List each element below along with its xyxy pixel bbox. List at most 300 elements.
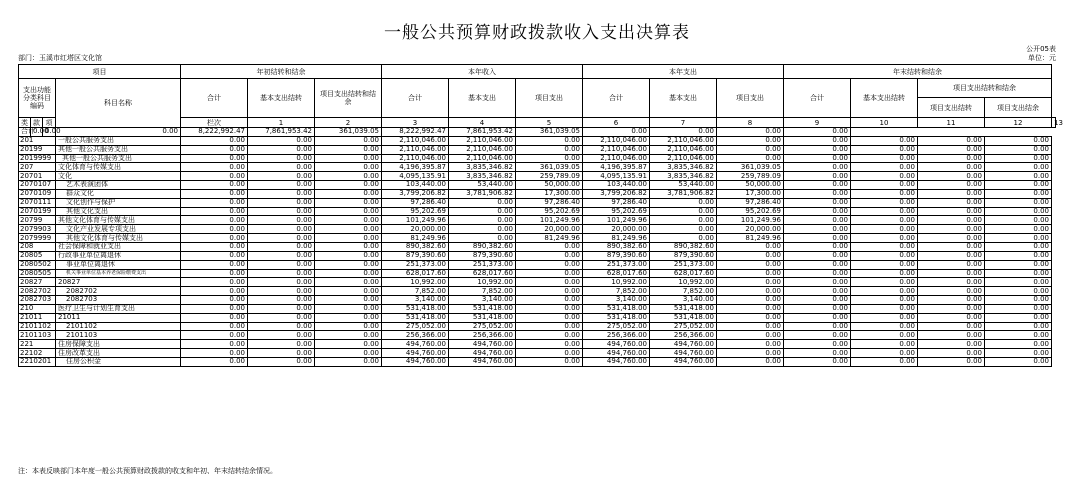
amount-cell: 0.00 bbox=[784, 154, 851, 163]
col-number: 5 bbox=[516, 118, 583, 128]
amount-cell: 0.00 bbox=[918, 287, 985, 296]
table-row bbox=[19, 207, 1056, 216]
amount-cell: 0.00 bbox=[985, 154, 1052, 163]
header-current-income: 本年收入 bbox=[382, 65, 583, 79]
table-row bbox=[19, 136, 1056, 145]
amount-cell: 256,366.00 bbox=[449, 331, 516, 340]
amount-cell: 0.00 bbox=[717, 322, 784, 331]
subject-code: 2101103 bbox=[19, 331, 56, 340]
header-xiang: 项 bbox=[43, 118, 56, 128]
amount-cell: 0.00 bbox=[31, 128, 43, 137]
amount-cell: 0.00 bbox=[181, 207, 248, 216]
amount-cell: 4,196,395.87 bbox=[583, 163, 650, 172]
amount-cell: 0.00 bbox=[985, 136, 1052, 145]
amount-cell: 0.00 bbox=[315, 181, 382, 190]
amount-cell: 879,390.60 bbox=[449, 251, 516, 260]
amount-cell: 0.00 bbox=[449, 216, 516, 225]
amount-cell: 0.00 bbox=[516, 251, 583, 260]
subject-code: 20701 bbox=[19, 172, 56, 181]
amount-cell: 0.00 bbox=[516, 136, 583, 145]
col-number: 12 bbox=[985, 118, 1052, 128]
header-closing-project-sub: 项目支出结转和结余 bbox=[918, 79, 1052, 98]
amount-cell: 494,760.00 bbox=[449, 349, 516, 358]
amount-cell: 4,095,135.91 bbox=[382, 172, 449, 181]
amount-cell: 0.00 bbox=[985, 287, 1052, 296]
amount-cell: 0.00 bbox=[784, 128, 851, 137]
amount-cell: 0.00 bbox=[851, 269, 918, 278]
amount-cell: 0.00 bbox=[181, 154, 248, 163]
amount-cell: 0.00 bbox=[181, 322, 248, 331]
amount-cell: 0.00 bbox=[717, 251, 784, 260]
amount-cell: 0.00 bbox=[650, 225, 717, 234]
subject-name: 一般公共服务支出 bbox=[56, 136, 181, 145]
amount-cell: 0.00 bbox=[248, 181, 315, 190]
amount-cell: 0.00 bbox=[181, 340, 248, 349]
amount-cell: 0.00 bbox=[516, 296, 583, 305]
amount-cell: 0.00 bbox=[918, 189, 985, 198]
subject-code: 2079903 bbox=[19, 225, 56, 234]
amount-cell: 0.00 bbox=[918, 269, 985, 278]
amount-cell: 628,017.60 bbox=[650, 269, 717, 278]
amount-cell: 0.00 bbox=[248, 154, 315, 163]
budget-table bbox=[18, 64, 1063, 367]
amount-cell: 0.00 bbox=[851, 349, 918, 358]
amount-cell: 2,110,046.00 bbox=[583, 136, 650, 145]
table-row bbox=[19, 154, 1056, 163]
subject-code: 2019999 bbox=[19, 154, 56, 163]
amount-cell: 0.00 bbox=[717, 357, 784, 366]
amount-cell: 0.00 bbox=[784, 136, 851, 145]
amount-cell: 275,052.00 bbox=[449, 322, 516, 331]
amount-cell: 0.00 bbox=[315, 198, 382, 207]
amount-cell: 0.00 bbox=[918, 331, 985, 340]
amount-cell: 0.00 bbox=[181, 216, 248, 225]
table-row bbox=[19, 269, 1056, 278]
amount-cell: 0.00 bbox=[516, 322, 583, 331]
amount-cell: 0.00 bbox=[248, 145, 315, 154]
amount-cell: 10,992.00 bbox=[583, 278, 650, 287]
amount-cell: 0.00 bbox=[717, 269, 784, 278]
amount-cell: 0.00 bbox=[650, 234, 717, 243]
table-code: 公开05表 bbox=[1026, 45, 1056, 53]
total-row bbox=[19, 128, 1056, 137]
amount-cell: 0.00 bbox=[851, 181, 918, 190]
amount-cell: 0.00 bbox=[516, 278, 583, 287]
amount-cell: 3,799,206.82 bbox=[382, 189, 449, 198]
amount-cell: 10,992.00 bbox=[449, 278, 516, 287]
amount-cell: 2,110,046.00 bbox=[449, 154, 516, 163]
amount-cell: 0.00 bbox=[516, 154, 583, 163]
amount-cell: 0.00 bbox=[985, 251, 1052, 260]
amount-cell: 0.00 bbox=[315, 136, 382, 145]
col-number: 4 bbox=[449, 118, 516, 128]
amount-cell: 0.00 bbox=[784, 304, 851, 313]
amount-cell: 0.00 bbox=[650, 216, 717, 225]
amount-cell: 0.00 bbox=[918, 242, 985, 251]
header-kuan: 款 bbox=[31, 118, 43, 128]
amount-cell: 0.00 bbox=[248, 207, 315, 216]
header-item: 项目 bbox=[19, 65, 181, 79]
subject-code: 221 bbox=[19, 340, 56, 349]
amount-cell: 0.00 bbox=[851, 207, 918, 216]
subject-name: 住房保障支出 bbox=[56, 340, 181, 349]
amount-cell: 531,418.00 bbox=[583, 313, 650, 322]
amount-cell: 0.00 bbox=[248, 251, 315, 260]
amount-cell: 0.00 bbox=[918, 181, 985, 190]
table-row bbox=[19, 304, 1056, 313]
amount-cell: 7,861,953.42 bbox=[248, 128, 315, 137]
amount-cell: 7,852.00 bbox=[449, 287, 516, 296]
amount-cell: 494,760.00 bbox=[449, 357, 516, 366]
amount-cell: 0.00 bbox=[650, 198, 717, 207]
amount-cell: 2,110,046.00 bbox=[382, 145, 449, 154]
amount-cell: 275,052.00 bbox=[583, 322, 650, 331]
table-row bbox=[19, 357, 1056, 366]
amount-cell: 0.00 bbox=[851, 189, 918, 198]
amount-cell: 0.00 bbox=[985, 216, 1052, 225]
header-current-expense: 本年支出 bbox=[583, 65, 784, 79]
amount-cell: 0.00 bbox=[918, 296, 985, 305]
table-note: 注：本表反映部门本年度一般公共预算财政拨款的收支和年初、年末结转结余情况。 bbox=[18, 467, 277, 475]
amount-cell: 531,418.00 bbox=[650, 313, 717, 322]
amount-cell: 7,852.00 bbox=[583, 287, 650, 296]
subject-name: 其他一般公共服务支出 bbox=[56, 154, 181, 163]
amount-cell: 0.00 bbox=[717, 136, 784, 145]
subject-code: 2082703 bbox=[19, 296, 56, 305]
amount-cell: 0.00 bbox=[784, 296, 851, 305]
subject-name: 2101102 bbox=[56, 322, 181, 331]
amount-cell: 0.00 bbox=[784, 216, 851, 225]
amount-cell: 251,373.00 bbox=[449, 260, 516, 269]
table-row bbox=[19, 313, 1056, 322]
amount-cell: 3,835,346.82 bbox=[449, 172, 516, 181]
amount-cell: 0.00 bbox=[315, 189, 382, 198]
amount-cell: 890,382.60 bbox=[382, 242, 449, 251]
subject-name: 机关事业单位基本养老保险缴费支出 bbox=[56, 269, 181, 278]
amount-cell: 0.00 bbox=[851, 340, 918, 349]
subject-code: 20805 bbox=[19, 251, 56, 260]
amount-cell: 0.00 bbox=[851, 234, 918, 243]
amount-cell: 0.00 bbox=[248, 216, 315, 225]
amount-cell: 0.00 bbox=[784, 198, 851, 207]
amount-cell: 890,382.60 bbox=[650, 242, 717, 251]
amount-cell: 0.00 bbox=[516, 304, 583, 313]
amount-cell: 0.00 bbox=[181, 357, 248, 366]
amount-cell: 0.00 bbox=[181, 198, 248, 207]
amount-cell: 0.00 bbox=[784, 278, 851, 287]
amount-cell: 361,039.05 bbox=[516, 128, 583, 137]
amount-cell: 0.00 bbox=[918, 278, 985, 287]
amount-cell: 95,202.69 bbox=[583, 207, 650, 216]
amount-cell: 0.00 bbox=[918, 172, 985, 181]
amount-cell: 0.00 bbox=[918, 216, 985, 225]
amount-cell: 0.00 bbox=[315, 357, 382, 366]
spreadsheet bbox=[18, 0, 1063, 485]
subject-code: 2079999 bbox=[19, 234, 56, 243]
amount-cell: 0.00 bbox=[181, 269, 248, 278]
subject-code: 2082702 bbox=[19, 287, 56, 296]
amount-cell: 0.00 bbox=[248, 296, 315, 305]
amount-cell: 494,760.00 bbox=[650, 340, 717, 349]
amount-cell: 0.00 bbox=[985, 172, 1052, 181]
amount-cell: 0.00 bbox=[248, 278, 315, 287]
table-row bbox=[19, 278, 1056, 287]
amount-cell: 0.00 bbox=[851, 251, 918, 260]
amount-cell: 0.00 bbox=[851, 287, 918, 296]
amount-cell: 0.00 bbox=[985, 349, 1052, 358]
amount-cell: 0.00 bbox=[181, 242, 248, 251]
amount-cell: 0.00 bbox=[985, 278, 1052, 287]
subject-code: 2101102 bbox=[19, 322, 56, 331]
amount-cell: 0.00 bbox=[717, 154, 784, 163]
amount-cell: 0.00 bbox=[516, 242, 583, 251]
amount-cell: 3,140.00 bbox=[583, 296, 650, 305]
subject-name: 21011 bbox=[56, 313, 181, 322]
amount-cell: 0.00 bbox=[851, 163, 918, 172]
amount-cell: 3,835,346.82 bbox=[650, 163, 717, 172]
amount-cell: 494,760.00 bbox=[650, 357, 717, 366]
amount-cell: 0.00 bbox=[248, 198, 315, 207]
subject-code: 20199 bbox=[19, 145, 56, 154]
amount-cell: 0.00 bbox=[315, 242, 382, 251]
amount-cell: 0.00 bbox=[181, 251, 248, 260]
header-expense-total: 合计 bbox=[583, 79, 650, 118]
amount-cell: 0.00 bbox=[918, 225, 985, 234]
amount-cell: 0.00 bbox=[315, 225, 382, 234]
amount-cell: 2,110,046.00 bbox=[382, 154, 449, 163]
amount-cell: 256,366.00 bbox=[650, 331, 717, 340]
header-opening-total: 合计 bbox=[181, 79, 248, 118]
subject-name: 艺术表演团体 bbox=[56, 181, 181, 190]
amount-cell: 0.00 bbox=[717, 278, 784, 287]
amount-cell: 0.00 bbox=[516, 145, 583, 154]
amount-cell: 0.00 bbox=[851, 242, 918, 251]
header-closing-total: 合计 bbox=[784, 79, 851, 118]
amount-cell: 531,418.00 bbox=[382, 304, 449, 313]
amount-cell: 275,052.00 bbox=[650, 322, 717, 331]
amount-cell: 494,760.00 bbox=[583, 349, 650, 358]
amount-cell: 0.00 bbox=[784, 234, 851, 243]
amount-cell: 0.00 bbox=[985, 181, 1052, 190]
amount-cell: 0.00 bbox=[985, 225, 1052, 234]
amount-cell: 0.00 bbox=[181, 189, 248, 198]
amount-cell: 0.00 bbox=[851, 278, 918, 287]
amount-cell: 0.00 bbox=[315, 296, 382, 305]
amount-cell: 0.00 bbox=[650, 128, 717, 137]
amount-cell: 0.00 bbox=[181, 287, 248, 296]
amount-cell: 0.00 bbox=[851, 145, 918, 154]
amount-cell: 97,286.40 bbox=[717, 198, 784, 207]
header-income-basic: 基本支出 bbox=[449, 79, 516, 118]
header-opening-balance: 年初结转和结余 bbox=[181, 65, 382, 79]
amount-cell: 0.00 bbox=[516, 357, 583, 366]
amount-cell: 0.00 bbox=[181, 278, 248, 287]
amount-cell: 8,222,992.47 bbox=[382, 128, 449, 137]
amount-cell: 0.00 bbox=[784, 340, 851, 349]
amount-cell: 628,017.60 bbox=[583, 269, 650, 278]
amount-cell: 17,300.00 bbox=[717, 189, 784, 198]
amount-cell: 0.00 bbox=[717, 260, 784, 269]
amount-cell: 95,202.69 bbox=[516, 207, 583, 216]
amount-cell: 0.00 bbox=[583, 128, 650, 137]
subject-name: 文化创作与保护 bbox=[56, 198, 181, 207]
amount-cell: 494,760.00 bbox=[382, 349, 449, 358]
amount-cell: 7,861,953.42 bbox=[449, 128, 516, 137]
subject-code: 207 bbox=[19, 163, 56, 172]
amount-cell: 0.00 bbox=[717, 128, 784, 137]
amount-cell: 0.00 bbox=[248, 331, 315, 340]
subject-code: 2080505 bbox=[19, 269, 56, 278]
amount-cell: 0.00 bbox=[784, 349, 851, 358]
amount-cell: 81,249.96 bbox=[516, 234, 583, 243]
amount-cell: 0.00 bbox=[918, 163, 985, 172]
subject-code: 210 bbox=[19, 304, 56, 313]
amount-cell: 0.00 bbox=[784, 322, 851, 331]
amount-cell: 0.00 bbox=[248, 304, 315, 313]
amount-cell: 0.00 bbox=[851, 136, 918, 145]
amount-cell: 0.00 bbox=[43, 128, 56, 137]
amount-cell: 0.00 bbox=[315, 340, 382, 349]
header-income-total: 合计 bbox=[382, 79, 449, 118]
table-row bbox=[19, 287, 1056, 296]
amount-cell: 0.00 bbox=[248, 269, 315, 278]
subject-code: 2070199 bbox=[19, 207, 56, 216]
subject-name: 医疗卫生与计划生育支出 bbox=[56, 304, 181, 313]
amount-cell: 0.00 bbox=[784, 260, 851, 269]
header-income-project: 项目支出 bbox=[516, 79, 583, 118]
amount-cell: 0.00 bbox=[985, 340, 1052, 349]
amount-cell: 0.00 bbox=[851, 304, 918, 313]
amount-cell: 7,852.00 bbox=[382, 287, 449, 296]
report-title: 一般公共预算财政拨款收入支出决算表 bbox=[384, 23, 690, 43]
subject-name: 其他文化体育与传媒支出 bbox=[56, 234, 181, 243]
amount-cell: 2,110,046.00 bbox=[583, 145, 650, 154]
amount-cell: 0.00 bbox=[516, 331, 583, 340]
table-row bbox=[19, 296, 1056, 305]
amount-cell: 0.00 bbox=[449, 225, 516, 234]
amount-cell: 3,799,206.82 bbox=[583, 189, 650, 198]
amount-cell: 0.00 bbox=[315, 216, 382, 225]
amount-cell: 2,110,046.00 bbox=[583, 154, 650, 163]
amount-cell: 879,390.60 bbox=[583, 251, 650, 260]
subject-name: 2082702 bbox=[56, 287, 181, 296]
amount-cell: 0.00 bbox=[918, 251, 985, 260]
amount-cell: 0.00 bbox=[784, 331, 851, 340]
amount-cell: 0.00 bbox=[717, 242, 784, 251]
table-row bbox=[19, 331, 1056, 340]
amount-cell: 0.00 bbox=[516, 313, 583, 322]
amount-cell: 0.00 bbox=[717, 287, 784, 296]
amount-cell: 20,000.00 bbox=[382, 225, 449, 234]
header-closing-basic: 基本支出结转 bbox=[851, 79, 918, 118]
amount-cell: 0.00 bbox=[181, 331, 248, 340]
amount-cell: 0.00 bbox=[315, 331, 382, 340]
col-number: 6 bbox=[583, 118, 650, 128]
amount-cell: 2,110,046.00 bbox=[449, 136, 516, 145]
amount-cell: 0.00 bbox=[784, 251, 851, 260]
subject-name: 其他文化体育与传媒支出 bbox=[56, 216, 181, 225]
amount-cell: 0.00 bbox=[248, 136, 315, 145]
amount-cell: 0.00 bbox=[315, 207, 382, 216]
amount-cell: 0.00 bbox=[315, 154, 382, 163]
col-number: 2 bbox=[315, 118, 382, 128]
col-number: 10 bbox=[851, 118, 918, 128]
amount-cell: 3,781,906.82 bbox=[449, 189, 516, 198]
amount-cell: 97,286.40 bbox=[516, 198, 583, 207]
table-row bbox=[19, 225, 1056, 234]
amount-cell: 0.00 bbox=[315, 349, 382, 358]
amount-cell: 256,366.00 bbox=[382, 331, 449, 340]
amount-cell: 361,039.05 bbox=[516, 163, 583, 172]
amount-cell: 0.00 bbox=[784, 287, 851, 296]
amount-cell: 0.00 bbox=[181, 313, 248, 322]
col-number: 9 bbox=[784, 118, 851, 128]
department-label: 部门：玉溪市红塔区文化馆 bbox=[18, 54, 102, 62]
header-lei: 类 bbox=[19, 118, 31, 128]
amount-cell: 0.00 bbox=[784, 207, 851, 216]
amount-cell: 50,000.00 bbox=[516, 181, 583, 190]
amount-cell: 0.00 bbox=[181, 234, 248, 243]
amount-cell: 0.00 bbox=[516, 340, 583, 349]
amount-cell: 0.00 bbox=[315, 269, 382, 278]
amount-cell: 97,286.40 bbox=[382, 198, 449, 207]
amount-cell: 890,382.60 bbox=[449, 242, 516, 251]
amount-cell: 0.00 bbox=[985, 163, 1052, 172]
subject-name: 文化体育与传媒支出 bbox=[56, 163, 181, 172]
amount-cell: 0.00 bbox=[784, 357, 851, 366]
amount-cell: 0.00 bbox=[784, 269, 851, 278]
header-col-no-label: 栏次 bbox=[181, 118, 248, 128]
amount-cell: 0.00 bbox=[851, 225, 918, 234]
subject-name: 2101103 bbox=[56, 331, 181, 340]
amount-cell: 53,440.00 bbox=[449, 181, 516, 190]
col-number: 3 bbox=[382, 118, 449, 128]
amount-cell: 0.00 bbox=[56, 128, 181, 137]
amount-cell: 0.00 bbox=[985, 260, 1052, 269]
amount-cell: 0.00 bbox=[985, 331, 1052, 340]
amount-cell: 879,390.60 bbox=[382, 251, 449, 260]
amount-cell: 0.00 bbox=[248, 225, 315, 234]
amount-cell: 0.00 bbox=[918, 154, 985, 163]
subject-code: 208 bbox=[19, 242, 56, 251]
amount-cell: 103,440.00 bbox=[583, 181, 650, 190]
amount-cell: 101,249.96 bbox=[583, 216, 650, 225]
table-row bbox=[19, 349, 1056, 358]
amount-cell: 0.00 bbox=[248, 357, 315, 366]
table-row bbox=[19, 181, 1056, 190]
table-row bbox=[19, 198, 1056, 207]
amount-cell: 95,202.69 bbox=[382, 207, 449, 216]
subject-code: 20799 bbox=[19, 216, 56, 225]
amount-cell: 0.00 bbox=[315, 145, 382, 154]
amount-cell: 0.00 bbox=[985, 189, 1052, 198]
amount-cell: 0.00 bbox=[315, 322, 382, 331]
amount-cell: 3,835,346.82 bbox=[650, 172, 717, 181]
amount-cell: 0.00 bbox=[851, 154, 918, 163]
amount-cell: 0.00 bbox=[717, 296, 784, 305]
table-row bbox=[19, 145, 1056, 154]
amount-cell: 531,418.00 bbox=[382, 313, 449, 322]
amount-cell: 3,140.00 bbox=[650, 296, 717, 305]
amount-cell: 0.00 bbox=[985, 242, 1052, 251]
header-func-code: 支出功能分类科目编码 bbox=[19, 79, 56, 118]
amount-cell: 8,222,992.47 bbox=[181, 128, 248, 137]
amount-cell: 0.00 bbox=[985, 296, 1052, 305]
amount-cell: 20,000.00 bbox=[583, 225, 650, 234]
amount-cell: 0.00 bbox=[181, 304, 248, 313]
amount-cell: 0.00 bbox=[918, 313, 985, 322]
amount-cell: 0.00 bbox=[784, 313, 851, 322]
